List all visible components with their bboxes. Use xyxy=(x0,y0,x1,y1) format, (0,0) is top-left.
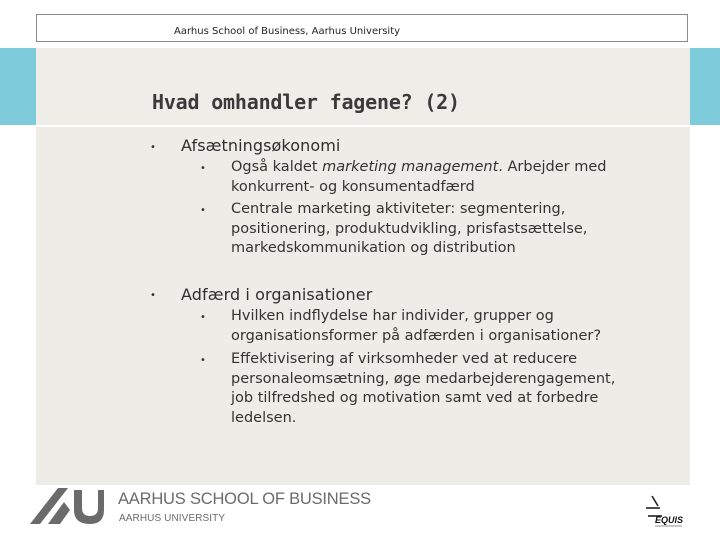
list-item xyxy=(231,158,671,197)
list-item-emphasis: marketing management xyxy=(322,159,499,175)
bullet-icon: • xyxy=(200,163,206,174)
section-heading-marketing: Afsætningsøkonomi xyxy=(181,136,341,155)
bullet-icon: • xyxy=(150,290,156,301)
bullet-icon: • xyxy=(200,205,206,216)
list-item: Effektivisering af virksomheder ved at reducere personaleomsætning, øge medarbejderengagement, job tilfredshed og motivation samt ved at forbedre ledelsen. xyxy=(231,351,616,426)
bullet-icon: • xyxy=(200,312,206,323)
bullet-icon: • xyxy=(150,142,156,153)
equis-label: EQUIS xyxy=(655,515,684,525)
list-item: Centrale marketing aktiviteter: segmentering, positionering, produktudvikling, prisfastsættelse, markedskommunikation og distribution xyxy=(231,201,588,256)
list-item-text: . Arbejder med konkurrent- og konsumentadfærd xyxy=(231,159,607,195)
list-item-text: Også kaldet xyxy=(231,159,323,175)
bullet-icon: • xyxy=(200,355,206,366)
au-logo-icon xyxy=(30,486,104,526)
page-title: Hvad omhandler fagene? (2) xyxy=(152,90,460,114)
footer-university-name: AARHUS UNIVERSITY xyxy=(119,513,226,524)
section-heading-organisation: Adfærd i organisationer xyxy=(181,285,373,304)
header-institution: Aarhus School of Business, Aarhus University xyxy=(174,26,401,37)
footer-school-name: AARHUS SCHOOL OF BUSINESS xyxy=(118,490,371,508)
list-item: Hvilken indflydelse har individer, grupper og organisationsformer på adfærden i organisationer? xyxy=(231,308,602,344)
equis-logo-icon xyxy=(642,494,686,530)
